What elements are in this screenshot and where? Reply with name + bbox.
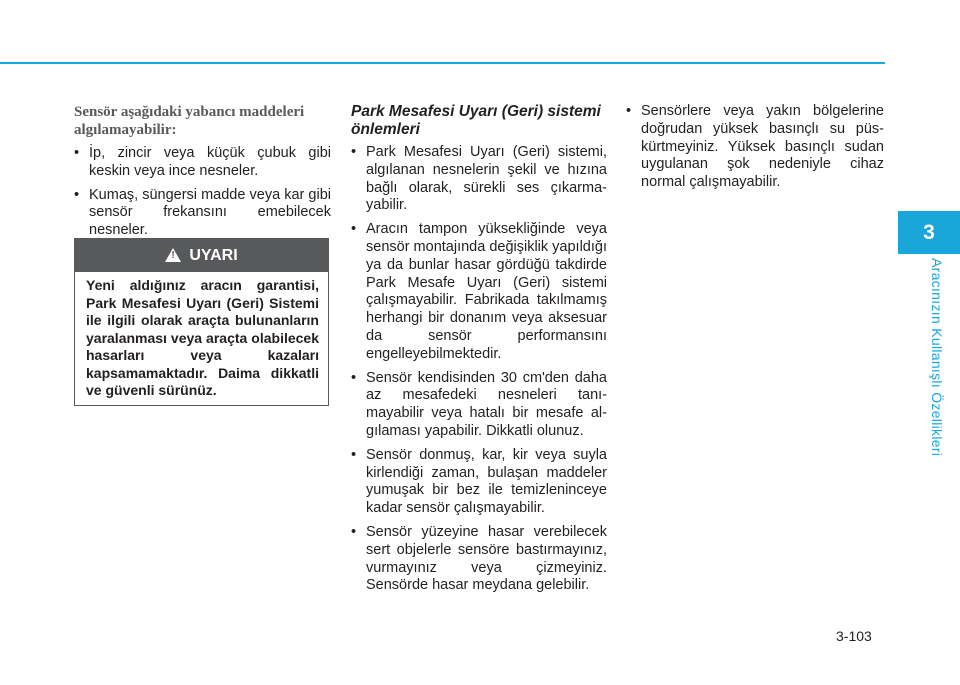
- precautions-list: [351, 144, 607, 595]
- header-rule: [0, 62, 885, 64]
- list-item: • Park Mesafesi Uyarı (Geri) sistemi, algılanan nesnelerin şekil ve hızına bağlı olarak, sürekli ses çıkarmayabilir.: [351, 144, 607, 215]
- column-right: [626, 103, 884, 198]
- warning-box: [74, 238, 329, 406]
- list-item: • Aracın tampon yüksekliğinde veya sensör montajında değişiklik yapıldığı ya da bunlar hasar gördüğü takdirde Park Mesafe Uyarı (Geri) sistemi çalışmayabilir. Fabrikada takılmamış herhangi bir donanım veya aksesuar da sensör performansını engelleyebilmektedir.: [351, 221, 607, 363]
- list-item: • İp, zincir veya küçük çubuk gibi keskin veya ince nesneler.: [74, 145, 331, 181]
- precautions-heading: Park Mesafesi Uyarı (Geri) sistemi önlemleri: [351, 103, 601, 138]
- foreign-objects-heading: Sensör aşağıdaki yabancı maddeleri algılamayabilir:: [74, 104, 305, 138]
- precautions-list-continued: [626, 103, 884, 192]
- column-middle: [351, 103, 607, 601]
- list-item: • Sensör kendisinden 30 cm'den daha az mesafedeki nesneleri tanımayabilir veya hatalı bir mesafe algılaması yapabilir. Dikkatli olunuz.: [351, 370, 607, 441]
- foreign-objects-list: [74, 145, 331, 240]
- chapter-title: Aracınızın Kullanışlı Özellikleri: [929, 258, 945, 457]
- chapter-tab: 3: [898, 211, 960, 254]
- warning-text: Yeni aldığınız aracın garantisi, Park Mesafesi Uyarı (Geri) Sistemi ile ilgili olarak araçta bulunanların yaralanması veya araçta olabilecek hasarları veya kazaları kapsamamaktadır. Daima dikkatli ve güvenli sürünüz.: [86, 277, 319, 398]
- warning-header: [75, 239, 328, 272]
- list-item: • Sensör yüzeyine hasar verebilecek sert objelerle sensöre bastırmayınız, vurmayınız veya çizmeyiniz. Sensörde hasar meydana gelebilir.: [351, 524, 607, 595]
- list-item: • Sensörlere veya yakın bölgelerine doğrudan yüksek basınçlı su püskürtmeyiniz. Yüksek basınçlı sudan uygulanan şok nedeniyle cihaz normal çalışmayabilir.: [626, 103, 884, 192]
- page-number: 3-103: [836, 628, 872, 644]
- warning-triangle-icon: [165, 248, 181, 262]
- list-item: • Sensör donmuş, kar, kir veya suyla kirlendiği zaman, bulaşan maddeler yumuşak bir bez ile temizleninceye kadar sensör çalışmayabilir.: [351, 447, 607, 518]
- list-item: • Kumaş, süngersi madde veya kar gibi sensör frekansını emebilecek nesneler.: [74, 187, 331, 240]
- warning-title: UYARI: [189, 246, 238, 264]
- column-left: [74, 103, 331, 246]
